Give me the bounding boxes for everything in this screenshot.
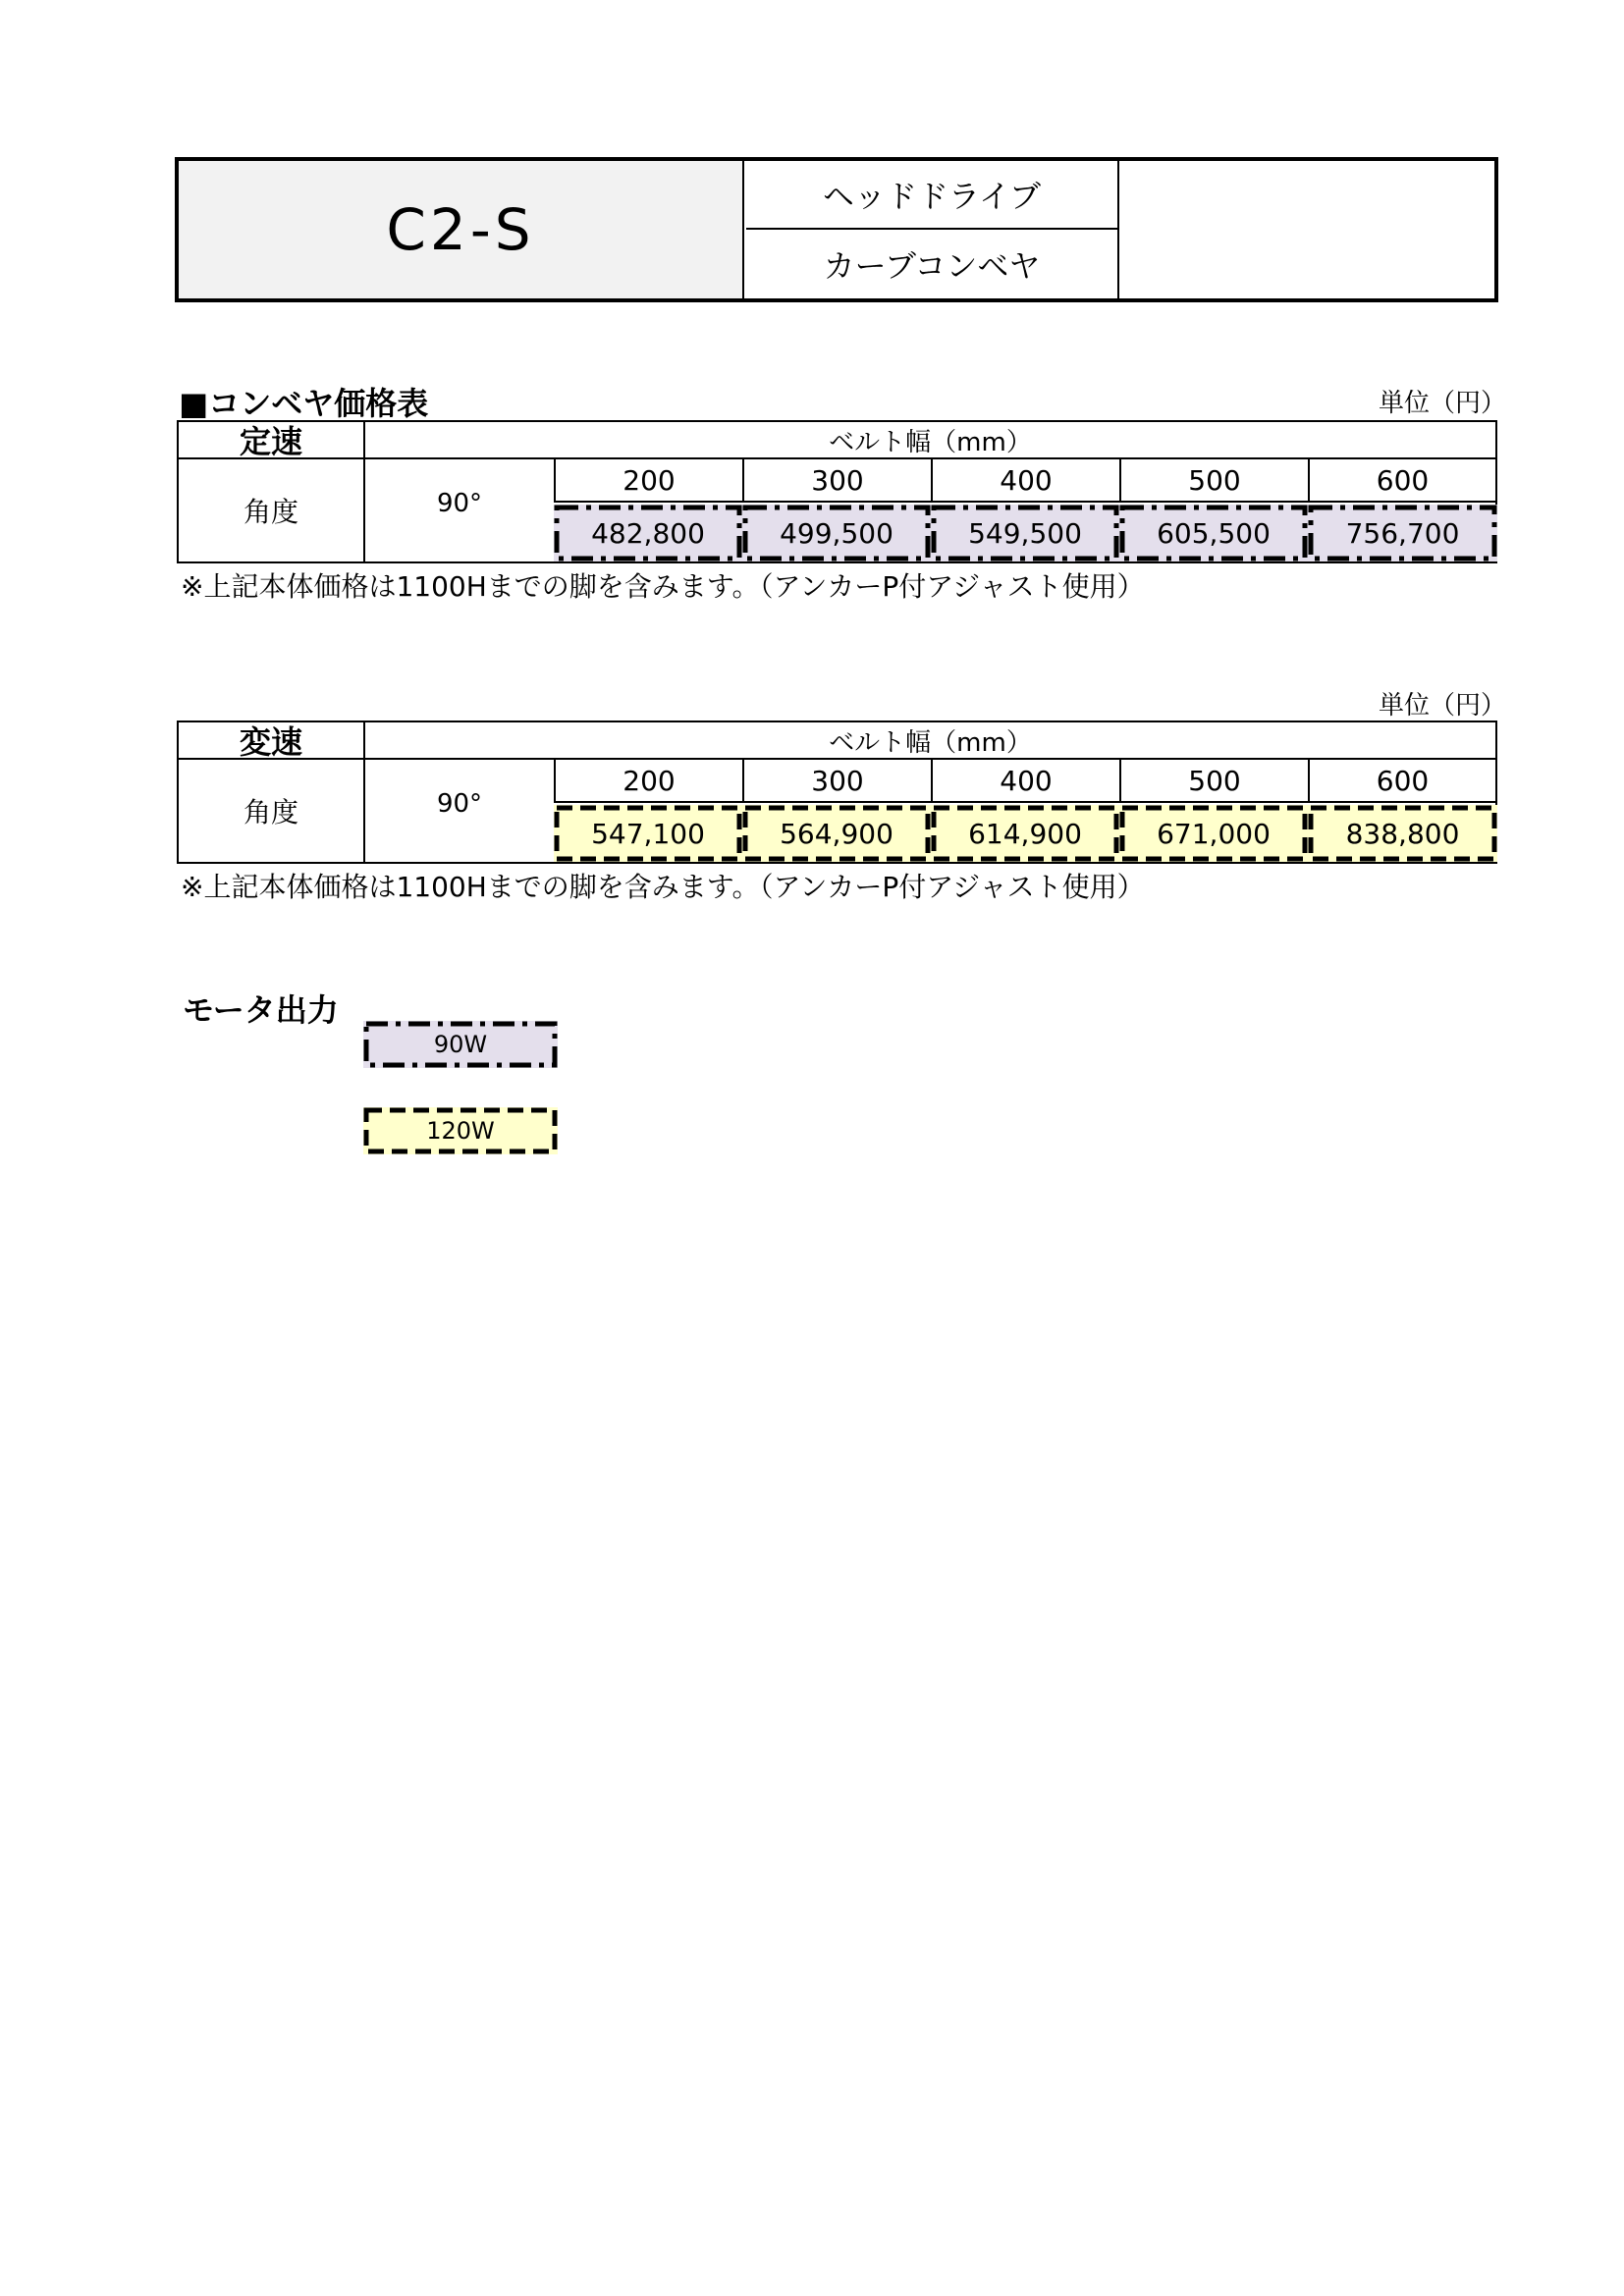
price-cell xyxy=(742,505,931,561)
price-cell xyxy=(1308,805,1497,862)
angle-value: 90° xyxy=(436,789,483,819)
width-header: 300 xyxy=(742,459,931,503)
price-value: 756,700 xyxy=(1345,516,1460,550)
width-header: 200 xyxy=(554,760,742,803)
angle-label: 角度 xyxy=(179,459,365,561)
belt-width-header: ベルト幅（mm） xyxy=(365,722,1495,760)
unit-label-variable: 単位（円） xyxy=(1378,691,1506,721)
width-header: 600 xyxy=(1308,760,1495,803)
mode-label: 変速 xyxy=(179,722,365,760)
price-cell xyxy=(1119,805,1308,862)
legend-90w xyxy=(363,1021,558,1068)
price-cell xyxy=(554,505,742,561)
model-cell xyxy=(179,161,744,298)
price-value: 614,900 xyxy=(968,817,1082,850)
legend-label: 90W xyxy=(433,1031,488,1058)
price-cell xyxy=(554,805,742,862)
price-cell xyxy=(931,805,1119,862)
legend-label: 120W xyxy=(426,1117,495,1145)
price-value: 605,500 xyxy=(1157,516,1271,550)
angle-label: 角度 xyxy=(179,760,365,862)
width-header: 600 xyxy=(1308,459,1495,503)
price-value: 547,100 xyxy=(591,817,705,850)
header-extra-cell xyxy=(1121,161,1494,298)
price-value: 671,000 xyxy=(1157,817,1271,850)
price-value: 564,900 xyxy=(780,817,893,850)
variable-speed-price-table xyxy=(177,721,1497,864)
fixed-table-note: ※上記本体価格は1100Hまでの脚を含みます。（アンカーP付アジャスト使用） xyxy=(181,570,1145,603)
price-value: 482,800 xyxy=(591,516,705,550)
width-header: 400 xyxy=(931,760,1119,803)
price-value: 549,500 xyxy=(968,516,1082,550)
width-header: 500 xyxy=(1119,760,1308,803)
model-name: C2-S xyxy=(386,196,535,263)
width-header: 200 xyxy=(554,459,742,503)
belt-width-header: ベルト幅（mm） xyxy=(365,422,1495,459)
width-header: 500 xyxy=(1119,459,1308,503)
price-value: 499,500 xyxy=(780,516,893,550)
variable-table-note: ※上記本体価格は1100Hまでの脚を含みます。（アンカーP付アジャスト使用） xyxy=(181,871,1145,903)
motor-output-title: モータ出力 xyxy=(183,991,339,1029)
price-cell xyxy=(931,505,1119,561)
unit-label-fixed: 単位（円） xyxy=(1378,389,1506,418)
drive-type-cell: ヘッドドライブ xyxy=(746,161,1119,230)
conveyor-type-cell: カーブコンベヤ xyxy=(746,230,1119,298)
fixed-speed-price-table xyxy=(177,420,1497,563)
mode-label: 定速 xyxy=(179,422,365,459)
price-value: 838,800 xyxy=(1345,817,1460,850)
angle-value: 90° xyxy=(436,489,483,518)
price-cell xyxy=(1119,505,1308,561)
width-header: 300 xyxy=(742,760,931,803)
price-table-title: ■コンベヤ価格表 xyxy=(179,385,429,422)
header-block xyxy=(175,157,1498,302)
legend-120w xyxy=(363,1107,558,1154)
width-header: 400 xyxy=(931,459,1119,503)
price-cell xyxy=(1308,505,1497,561)
price-cell xyxy=(742,805,931,862)
